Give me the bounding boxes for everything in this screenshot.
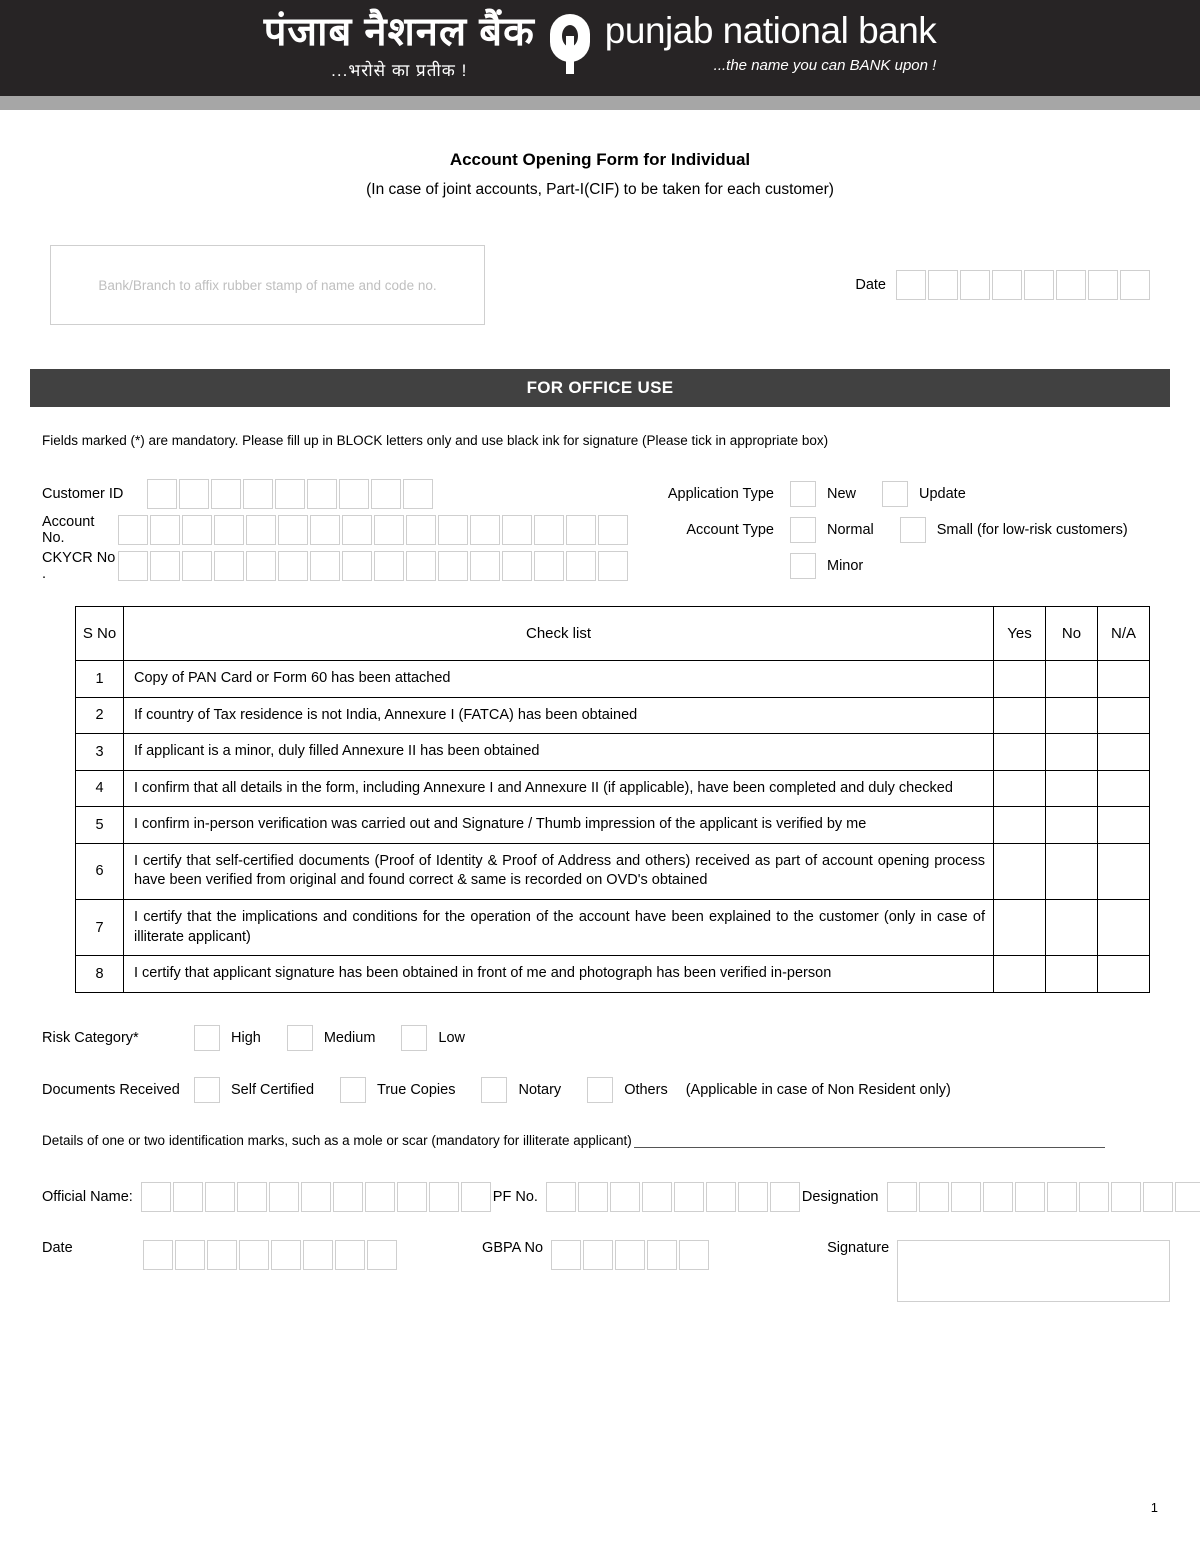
table-row: [76, 807, 1150, 844]
checklist-row-number: 3: [76, 734, 124, 771]
char-box[interactable]: [211, 479, 241, 509]
char-box[interactable]: [307, 479, 337, 509]
char-box[interactable]: [1047, 1182, 1077, 1212]
risk-category-label: Risk Category*: [42, 1029, 139, 1046]
char-box[interactable]: [374, 551, 404, 581]
char-box[interactable]: [610, 1182, 640, 1212]
char-box[interactable]: [182, 551, 212, 581]
application-type-new-checkbox[interactable]: [790, 481, 816, 507]
checklist-na-cell[interactable]: [1098, 899, 1150, 955]
risk-low-label: Low: [438, 1029, 466, 1046]
checklist-yes-cell[interactable]: [994, 770, 1046, 807]
logo-hindi-block: [263, 9, 535, 81]
char-box[interactable]: [342, 551, 372, 581]
account-no-input[interactable]: [118, 515, 630, 545]
char-box[interactable]: [175, 1240, 205, 1270]
char-box[interactable]: [674, 1182, 704, 1212]
checklist-na-cell[interactable]: [1098, 661, 1150, 698]
account-no-label: Account No.: [42, 514, 95, 546]
table-row: [76, 770, 1150, 807]
char-box[interactable]: [598, 515, 628, 545]
char-box[interactable]: [1088, 270, 1118, 300]
account-type-normal-label: Normal: [827, 522, 874, 538]
table-row: [76, 697, 1150, 734]
table-row: [76, 661, 1150, 698]
ckycr-no-row: [30, 548, 630, 584]
checklist-row-text: I confirm in-person verification was carried out and Signature / Thumb impression of the applicant is verified by me: [124, 807, 994, 844]
char-box[interactable]: [339, 479, 369, 509]
ckycr-no-input[interactable]: [118, 551, 630, 581]
documents-received-label: Documents Received: [42, 1081, 180, 1098]
top-date-field: [855, 270, 1152, 300]
checklist-table: [75, 606, 1150, 993]
checklist-na-cell[interactable]: [1098, 843, 1150, 899]
checklist-header-yes: Yes: [994, 607, 1046, 661]
checklist-na-cell[interactable]: [1098, 770, 1150, 807]
page-title: Account Opening Form for Individual: [449, 150, 751, 169]
char-box[interactable]: [214, 515, 244, 545]
char-box[interactable]: [1024, 270, 1054, 300]
top-date-boxes[interactable]: [896, 270, 1152, 300]
char-box[interactable]: [534, 551, 564, 581]
official-date-label: Date: [42, 1239, 73, 1256]
char-box[interactable]: [150, 515, 180, 545]
checklist-na-cell[interactable]: [1098, 807, 1150, 844]
char-box[interactable]: [374, 515, 404, 545]
checklist-yes-cell[interactable]: [994, 843, 1046, 899]
header-gray-strip: [0, 96, 1200, 110]
char-box[interactable]: [275, 479, 305, 509]
documents-true-copies-label: True Copies: [377, 1081, 456, 1098]
char-box[interactable]: [1175, 1182, 1200, 1212]
char-box[interactable]: [310, 515, 340, 545]
identification-marks-label: Details of one or two identification marks, such as a mole or scar (mandatory for illiterate applicant): [42, 1132, 632, 1148]
char-box[interactable]: [1143, 1182, 1173, 1212]
table-row: [76, 734, 1150, 771]
logo-hindi-text: पंजाब नैशनल बैंक: [263, 9, 535, 54]
char-box[interactable]: [1015, 1182, 1045, 1212]
char-box[interactable]: [335, 1240, 365, 1270]
char-box[interactable]: [333, 1182, 363, 1212]
checklist-row-text: If applicant is a minor, duly filled Annexure II has been obtained: [124, 734, 994, 771]
char-box[interactable]: [301, 1182, 331, 1212]
char-box[interactable]: [598, 551, 628, 581]
identification-marks-row: [42, 1133, 1170, 1148]
bank-masthead: [0, 0, 1200, 96]
top-date-label: Date: [855, 277, 886, 293]
char-box[interactable]: [403, 479, 433, 509]
checklist-yes-cell[interactable]: [994, 661, 1046, 698]
logo-english-text: punjab national bank: [604, 9, 937, 51]
char-box[interactable]: [566, 551, 596, 581]
char-box[interactable]: [1056, 270, 1086, 300]
checklist-na-cell[interactable]: [1098, 956, 1150, 993]
char-box[interactable]: [470, 515, 500, 545]
char-box[interactable]: [150, 551, 180, 581]
documents-received-row: [42, 1075, 1170, 1105]
rubber-stamp-placeholder: Bank/Branch to affix rubber stamp of name and code no.: [98, 277, 437, 293]
char-box[interactable]: [992, 270, 1022, 300]
char-box[interactable]: [502, 551, 532, 581]
signature-label: Signature: [827, 1239, 890, 1256]
logo-english-block: [604, 9, 937, 74]
documents-self-certified-label: Self Certified: [231, 1081, 315, 1098]
checklist-no-cell[interactable]: [1046, 697, 1098, 734]
risk-high-checkbox[interactable]: [194, 1025, 220, 1051]
checklist-row-number: 7: [76, 899, 124, 955]
checklist-no-cell[interactable]: [1046, 807, 1098, 844]
risk-medium-label: Medium: [323, 1029, 376, 1046]
char-box[interactable]: [310, 551, 340, 581]
char-box[interactable]: [243, 479, 273, 509]
char-box[interactable]: [770, 1182, 800, 1212]
char-box[interactable]: [342, 515, 372, 545]
checklist-body: [76, 661, 1150, 993]
char-box[interactable]: [642, 1182, 672, 1212]
char-box[interactable]: [118, 515, 148, 545]
char-box[interactable]: [271, 1240, 301, 1270]
char-box[interactable]: [578, 1182, 608, 1212]
char-box[interactable]: [461, 1182, 491, 1212]
account-type-small-label: Small (for low-risk customers): [936, 522, 1128, 538]
signature-box[interactable]: [897, 1240, 1170, 1302]
checklist-row-text: Copy of PAN Card or Form 60 has been attached: [124, 661, 994, 698]
char-box[interactable]: [534, 515, 564, 545]
char-box[interactable]: [147, 479, 177, 509]
checklist-row-number: 5: [76, 807, 124, 844]
char-box[interactable]: [983, 1182, 1013, 1212]
char-box[interactable]: [173, 1182, 203, 1212]
documents-true-copies-checkbox[interactable]: [340, 1077, 366, 1103]
checklist-no-cell[interactable]: [1046, 843, 1098, 899]
pnb-emblem-icon: [547, 12, 593, 74]
page-number: 1: [1150, 1500, 1158, 1515]
table-row: [76, 956, 1150, 993]
stamp-and-date-row: [30, 245, 1170, 325]
checklist-na-cell[interactable]: [1098, 697, 1150, 734]
documents-others-label: Others: [624, 1081, 668, 1098]
char-box[interactable]: [438, 515, 468, 545]
application-type-update-checkbox[interactable]: [882, 481, 908, 507]
pf-no-label: PF No.: [492, 1188, 538, 1205]
checklist-yes-cell[interactable]: [994, 697, 1046, 734]
pnb-logo: [263, 9, 937, 81]
checklist-row-text: I certify that applicant signature has been obtained in front of me and photograph has been verified in-person: [124, 956, 994, 993]
for-office-use-banner: FOR OFFICE USE: [30, 369, 1170, 407]
checklist-yes-cell[interactable]: [994, 899, 1046, 955]
char-box[interactable]: [615, 1240, 645, 1270]
checklist-header-na: N/A: [1098, 607, 1150, 661]
char-box[interactable]: [371, 479, 401, 509]
risk-low-checkbox[interactable]: [401, 1025, 427, 1051]
char-box[interactable]: [896, 270, 926, 300]
identifiers-area: [30, 476, 1170, 584]
checklist-no-cell[interactable]: [1046, 899, 1098, 955]
checklist-row-number: 8: [76, 956, 124, 993]
pf-no-input[interactable]: [546, 1182, 802, 1212]
official-name-label: Official Name:: [42, 1188, 133, 1205]
char-box[interactable]: [1079, 1182, 1109, 1212]
checklist-no-cell[interactable]: [1046, 956, 1098, 993]
page-subtitle: (In case of joint accounts, Part-I(CIF) to be taken for each customer): [366, 181, 834, 198]
char-box[interactable]: [214, 551, 244, 581]
char-box[interactable]: [365, 1182, 395, 1212]
official-name-input[interactable]: [141, 1182, 493, 1212]
char-box[interactable]: [406, 551, 436, 581]
char-box[interactable]: [928, 270, 958, 300]
checklist-yes-cell[interactable]: [994, 734, 1046, 771]
customer-id-row: [30, 476, 630, 512]
identification-marks-input[interactable]: [634, 1134, 1105, 1148]
char-box[interactable]: [738, 1182, 768, 1212]
account-type-normal-checkbox[interactable]: [790, 517, 816, 543]
rubber-stamp-box[interactable]: [50, 245, 485, 325]
char-box[interactable]: [551, 1240, 581, 1270]
char-box[interactable]: [143, 1240, 173, 1270]
char-box[interactable]: [246, 515, 276, 545]
char-box[interactable]: [303, 1240, 333, 1270]
char-box[interactable]: [269, 1182, 299, 1212]
checklist-row-number: 1: [76, 661, 124, 698]
application-type-update-label: Update: [919, 486, 966, 502]
application-type-new-label: New: [827, 486, 857, 502]
table-row: [76, 843, 1150, 899]
char-box[interactable]: [182, 515, 212, 545]
char-box[interactable]: [647, 1240, 677, 1270]
char-box[interactable]: [470, 551, 500, 581]
documents-notary-label: Notary: [518, 1081, 562, 1098]
application-type-row: [638, 476, 1170, 512]
char-box[interactable]: [406, 515, 436, 545]
char-box[interactable]: [679, 1240, 709, 1270]
char-box[interactable]: [583, 1240, 613, 1270]
risk-medium-checkbox[interactable]: [287, 1025, 313, 1051]
checklist-row-text: I certify that the implications and conditions for the operation of the account have been explained to the customer (only in case of illiterate applicant): [124, 899, 994, 955]
char-box[interactable]: [246, 551, 276, 581]
char-box[interactable]: [278, 551, 308, 581]
checklist-row-text: I certify that self-certified documents (Proof of Identity & Proof of Address and others) received as part of account opening process have been verified from original and found correct & same is recorded on OVD's obtained: [124, 843, 994, 899]
designation-label: Designation: [801, 1188, 879, 1205]
checklist-no-cell[interactable]: [1046, 770, 1098, 807]
customer-id-label: Customer ID: [42, 486, 124, 502]
char-box[interactable]: [566, 515, 596, 545]
official-date-input[interactable]: [143, 1240, 399, 1270]
checklist-header-row: [76, 607, 1150, 661]
char-box[interactable]: [207, 1240, 237, 1270]
risk-category-row: [42, 1023, 1170, 1053]
char-box[interactable]: [502, 515, 532, 545]
checklist-row-text: If country of Tax residence is not India, Annexure I (FATCA) has been obtained: [124, 697, 994, 734]
char-box[interactable]: [118, 551, 148, 581]
checklist-row-number: 4: [76, 770, 124, 807]
char-box[interactable]: [546, 1182, 576, 1212]
instruction-text: Fields marked (*) are mandatory. Please fill up in BLOCK letters only and use black ink for signature (Please tick in appropriate box): [42, 433, 829, 448]
char-box[interactable]: [179, 479, 209, 509]
application-type-label: Application Type: [667, 486, 774, 502]
char-box[interactable]: [205, 1182, 235, 1212]
checklist-no-cell[interactable]: [1046, 661, 1098, 698]
logo-english-tagline: ...the name you can BANK upon !: [713, 56, 937, 74]
gbpa-no-label: GBPA No: [482, 1239, 544, 1256]
char-box[interactable]: [367, 1240, 397, 1270]
char-box[interactable]: [951, 1182, 981, 1212]
char-box[interactable]: [919, 1182, 949, 1212]
logo-hindi-tagline: ...भरोसे का प्रतीक !: [331, 60, 468, 80]
account-type-minor-label: Minor: [827, 558, 864, 574]
checklist-row-number: 6: [76, 843, 124, 899]
customer-id-input[interactable]: [147, 479, 435, 509]
char-box[interactable]: [429, 1182, 459, 1212]
char-box[interactable]: [278, 515, 308, 545]
char-box[interactable]: [1120, 270, 1150, 300]
gbpa-no-input[interactable]: [551, 1240, 711, 1270]
char-box[interactable]: [1111, 1182, 1141, 1212]
official-details-row-2: [42, 1240, 1170, 1302]
char-box[interactable]: [397, 1182, 427, 1212]
char-box[interactable]: [706, 1182, 736, 1212]
checklist-header-sno: S No: [76, 607, 124, 661]
char-box[interactable]: [438, 551, 468, 581]
documents-note: (Applicable in case of Non Resident only): [685, 1081, 951, 1098]
type-selection-area: [630, 476, 1170, 584]
char-box[interactable]: [237, 1182, 267, 1212]
ckycr-no-label: CKYCR No .: [42, 550, 116, 582]
char-box[interactable]: [141, 1182, 171, 1212]
table-row: [76, 899, 1150, 955]
account-no-row: [30, 512, 630, 548]
account-type-label: Account Type: [686, 522, 774, 538]
checklist-header-description: Check list: [124, 607, 994, 661]
identifier-fields: [30, 476, 630, 584]
account-type-minor-checkbox[interactable]: [790, 553, 816, 579]
documents-notary-checkbox[interactable]: [481, 1077, 507, 1103]
char-box[interactable]: [239, 1240, 269, 1270]
form-page: [0, 150, 1200, 1302]
designation-input[interactable]: [887, 1182, 1200, 1212]
checklist-yes-cell[interactable]: [994, 956, 1046, 993]
checklist-row-text: I confirm that all details in the form, including Annexure I and Annexure II (if applicable), have been completed and duly checked: [124, 770, 994, 807]
account-type-minor-row: [638, 548, 1170, 584]
char-box[interactable]: [887, 1182, 917, 1212]
checklist-yes-cell[interactable]: [994, 807, 1046, 844]
char-box[interactable]: [960, 270, 990, 300]
checklist-row-number: 2: [76, 697, 124, 734]
account-type-small-checkbox[interactable]: [900, 517, 926, 543]
checklist-header-no: No: [1046, 607, 1098, 661]
documents-self-certified-checkbox[interactable]: [194, 1077, 220, 1103]
documents-others-checkbox[interactable]: [587, 1077, 613, 1103]
checklist-na-cell[interactable]: [1098, 734, 1150, 771]
checklist-no-cell[interactable]: [1046, 734, 1098, 771]
risk-high-label: High: [231, 1029, 261, 1046]
official-details-row-1: [42, 1182, 1170, 1212]
account-type-row: [638, 512, 1170, 548]
